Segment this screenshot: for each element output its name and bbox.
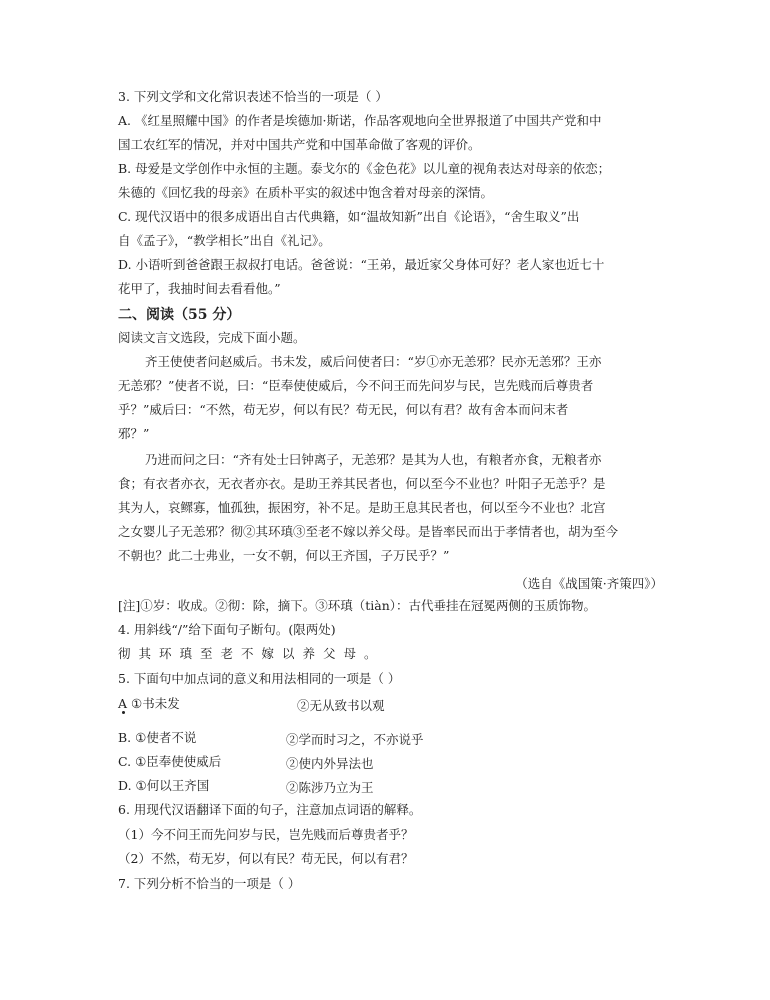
q5-option-c-left: C. ①臣奉使使威后 bbox=[118, 754, 222, 769]
q3-option-d-line2: 花甲了，我抽时间去看看他。” bbox=[118, 281, 281, 296]
q6-sentence-1: （1）今不问王而先问岁与民，岂先贱而后尊贵者乎？ bbox=[118, 827, 414, 842]
q5-option-d-left: D. ①何以王齐国 bbox=[118, 778, 210, 793]
q3-option-a-line2: 国工农红军的情况，并对中国共产党和中国革命做了客观的评价。 bbox=[118, 137, 481, 152]
q3-option-c-line2: 自《孟子》，“教学相长”出自《礼记》。 bbox=[118, 233, 331, 248]
q5-option-d-right: ②陈涉乃立为王 bbox=[286, 780, 374, 795]
q5-option-c-right: ②使内外异法也 bbox=[286, 756, 374, 771]
q3-option-b-line1: B. 母爱是文学创作中永恒的主题。泰戈尔的《金色花》以儿童的视角表达对母亲的依恋； bbox=[118, 161, 611, 176]
passage-p2-line2: 食；有衣者亦衣，无衣者亦衣。是助王养其民者也，何以至今不业也？叶阳子无恙乎？是 bbox=[118, 476, 606, 491]
question-4-stem: 4. 用斜线“/”给下面句子断句。(限两处) bbox=[118, 622, 336, 637]
question-6-stem: 6. 用现代汉语翻译下面的句子，注意加点词语的解释。 bbox=[118, 802, 422, 817]
question-4-sentence: 彻其环瑱至老不嫁以养父母。 bbox=[118, 646, 385, 661]
q3-option-b-line2: 朱德的《回忆我的母亲》在质朴平实的叙述中饱含着对母亲的深情。 bbox=[118, 185, 494, 200]
q5-option-b-left: B. ①使者不说 bbox=[118, 730, 197, 745]
passage-p2-line4: 之女婴儿子无恙邪？彻②其环瑱③至老不嫁以养父母。是皆率民而出于孝情者也，胡为至今 bbox=[118, 524, 619, 539]
q3-option-a-line1: A. 《红星照耀中国》的作者是埃德加·斯诺，作品客观地向全世界报道了中国共产党和中 bbox=[118, 113, 602, 128]
passage-p1-line4: 邪？” bbox=[118, 426, 150, 441]
q5-option-a-left: A ①书未发 bbox=[118, 696, 180, 711]
question-7-stem: 7. 下列分析不恰当的一项是（ ） bbox=[118, 876, 301, 891]
emphasis-dot-icon bbox=[122, 711, 125, 714]
question-3-stem: 3. 下列文学和文化常识表述不恰当的一项是（ ） bbox=[118, 89, 388, 104]
question-5-stem: 5. 下面句中加点词的意义和用法相同的一项是（ ） bbox=[118, 671, 401, 686]
passage-p2-line3: 其为人，哀鳏寡，恤孤独，振困穷，补不足。是助王息其民者也，何以至今不业也？北宫 bbox=[118, 500, 606, 515]
q5-option-a-right: ②无从致书以观 bbox=[297, 698, 385, 713]
passage-p2-line5: 不朝也？此二士弗业，一女不朝，何以王齐国，子万民乎？” bbox=[118, 548, 450, 563]
q3-option-d-line1: D. 小语听到爸爸跟王叔叔打电话。爸爸说：“王弟，最近家父身体可好？老人家也近七十 bbox=[118, 257, 605, 272]
passage-p1-line1: 齐王使使者问赵威后。书未发，威后问使者曰：“岁①亦无恙邪？民亦无恙邪？王亦 bbox=[145, 354, 602, 369]
passage-source: （选自《战国策·齐策四》） bbox=[515, 576, 663, 591]
passage-notes: [注]①岁：收成。②彻：除，摘下。③环瑱（tiàn）：古代垂挂在冠冕两侧的玉质饰物。 bbox=[118, 598, 597, 613]
q5-option-b-right: ②学而时习之，不亦说乎 bbox=[286, 732, 424, 747]
reading-intro: 阅读文言文选段，完成下面小题。 bbox=[118, 330, 306, 345]
passage-p2-line1: 乃进而问之曰：“齐有处士曰钟离子，无恙邪？是其为人也，有粮者亦食，无粮者亦 bbox=[145, 452, 602, 467]
passage-p1-line3: 乎？”威后曰：“不然，苟无岁，何以有民？苟无民，何以有君？故有舍本而问末者 bbox=[118, 402, 569, 417]
q6-sentence-2: （2）不然，苟无岁，何以有民？苟无民，何以有君？ bbox=[118, 851, 414, 866]
q3-option-c-line1: C. 现代汉语中的很多成语出自古代典籍，如“温故知新”出自《论语》，“舍生取义”出 bbox=[118, 209, 580, 224]
passage-p1-line2: 无恙邪？”使者不说，曰：“臣奉使使威后，今不问王而先问岁与民，岂先贱而后尊贵者 bbox=[118, 378, 594, 393]
section-heading-reading: 二、阅读（55 分） bbox=[118, 307, 241, 323]
